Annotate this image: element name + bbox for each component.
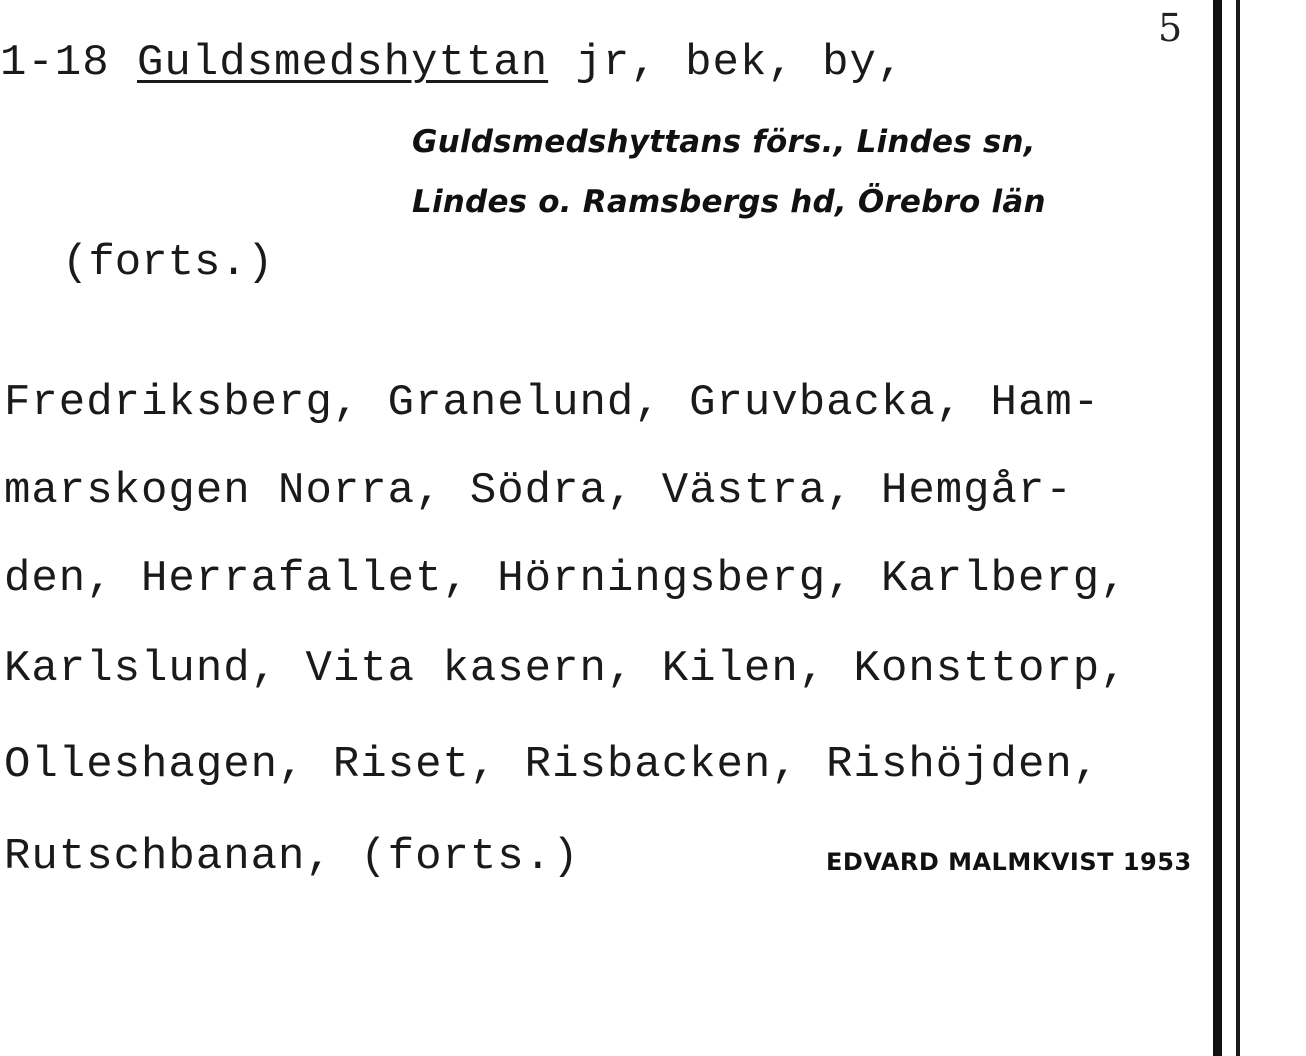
- page-number: 5: [1158, 6, 1183, 50]
- headword: Guldsmedshyttan: [137, 38, 549, 88]
- parish-line: Guldsmedshyttans förs., Lindes sn,: [412, 124, 1036, 160]
- entry-heading: [0, 38, 904, 88]
- entry-number: 1-18: [0, 38, 110, 88]
- place-list-line: Fredriksberg, Granelund, Gruvbacka, Ham-: [4, 378, 1101, 428]
- place-list-line: marskogen Norra, Södra, Västra, Hemgår-: [4, 466, 1073, 516]
- signature-stamp: EDVARD MALMKVIST 1953: [826, 848, 1192, 876]
- place-list-line: Rutschbanan, (forts.): [4, 832, 580, 882]
- place-list-line: Karlslund, Vita kasern, Kilen, Konsttorp,: [4, 644, 1128, 694]
- card-edge-rule: [1213, 0, 1222, 1056]
- district-line: Lindes o. Ramsbergs hd, Örebro län: [412, 184, 1046, 220]
- headword-descriptor: jr, bek, by,: [575, 38, 905, 88]
- card-edge-rule-thin: [1236, 0, 1240, 1056]
- place-list-line: den, Herrafallet, Hörningsberg, Karlberg,: [4, 554, 1128, 604]
- place-list-line: Olleshagen, Riset, Risbacken, Rishöjden,: [4, 740, 1101, 790]
- continued-label: (forts.): [62, 238, 274, 288]
